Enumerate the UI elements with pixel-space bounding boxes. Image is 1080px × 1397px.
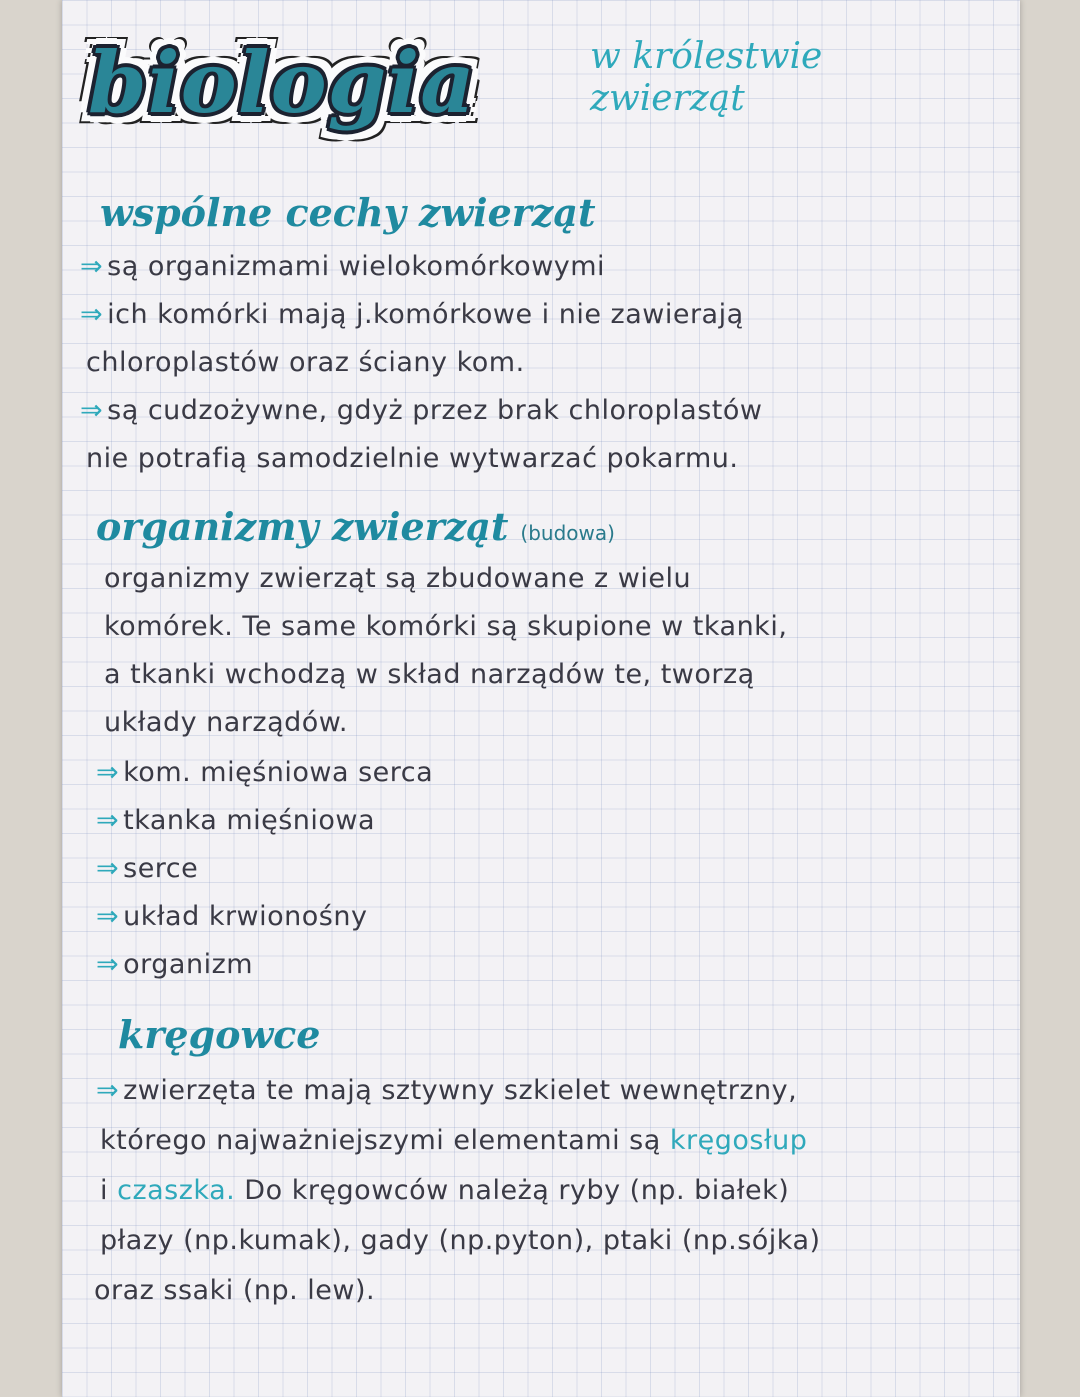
text-line: ⇒ są cudzożywne, gdyż przez brak chloroplastów — [80, 395, 763, 426]
list-item: ⇒ kom. mięśniowa serca — [96, 757, 434, 788]
list-item: ⇒ serce — [96, 853, 199, 884]
title-block — [88, 28, 476, 138]
arrow-icon: ⇒ — [96, 949, 120, 980]
list-item: ⇒ układ krwionośny — [96, 901, 368, 932]
text-line: układy narządów. — [104, 707, 348, 738]
section-heading-vertebrates: kręgowce — [118, 1012, 321, 1057]
text-line: chloroplastów oraz ściany kom. — [86, 347, 525, 378]
arrow-icon: ⇒ — [80, 251, 104, 282]
text-line: oraz ssaki (np. lew). — [94, 1275, 376, 1306]
heading-note: (budowa) — [520, 521, 615, 545]
text-line: ⇒ są organizmami wielokomórkowymi — [80, 251, 606, 282]
text-line: którego najważniejszymi elementami są kręgosłup — [100, 1125, 808, 1156]
arrow-icon: ⇒ — [96, 805, 120, 836]
text-line: płazy (np.kumak), gady (np.pyton), ptaki (np.sójka) — [100, 1225, 821, 1256]
highlight-skull: czaszka. — [117, 1175, 236, 1206]
text-line: ⇒ zwierzęta te mają sztywny szkielet wewnętrzny, — [96, 1075, 798, 1106]
arrow-icon: ⇒ — [96, 853, 120, 884]
arrow-icon: ⇒ — [80, 395, 104, 426]
highlight-spine: kręgosłup — [669, 1125, 808, 1156]
arrow-icon: ⇒ — [96, 901, 120, 932]
text-line: a tkanki wchodzą w skład narządów te, tworzą — [104, 659, 755, 690]
section-heading-common-traits: wspólne cechy zwierząt — [100, 190, 596, 235]
page-subtitle: w królestwie zwierząt — [590, 36, 823, 119]
page-title: biologia — [88, 33, 476, 132]
list-item: ⇒ tkanka mięśniowa — [96, 805, 376, 836]
text-line: ⇒ ich komórki mają j.komórkowe i nie zawierają — [80, 299, 744, 330]
text-line: organizmy zwierząt są zbudowane z wielu — [104, 563, 692, 594]
section-heading-animal-organisms: organizmy zwierząt (budowa) — [96, 504, 615, 549]
arrow-icon: ⇒ — [80, 299, 104, 330]
arrow-icon: ⇒ — [96, 757, 120, 788]
text-line: komórek. Te same komórki są skupione w tkanki, — [104, 611, 788, 642]
text-line: i czaszka. Do kręgowców należą ryby (np. białek) — [100, 1175, 790, 1206]
arrow-icon: ⇒ — [96, 1075, 120, 1106]
list-item: ⇒ organizm — [96, 949, 254, 980]
text-line: nie potrafią samodzielnie wytwarzać pokarmu. — [86, 443, 739, 474]
